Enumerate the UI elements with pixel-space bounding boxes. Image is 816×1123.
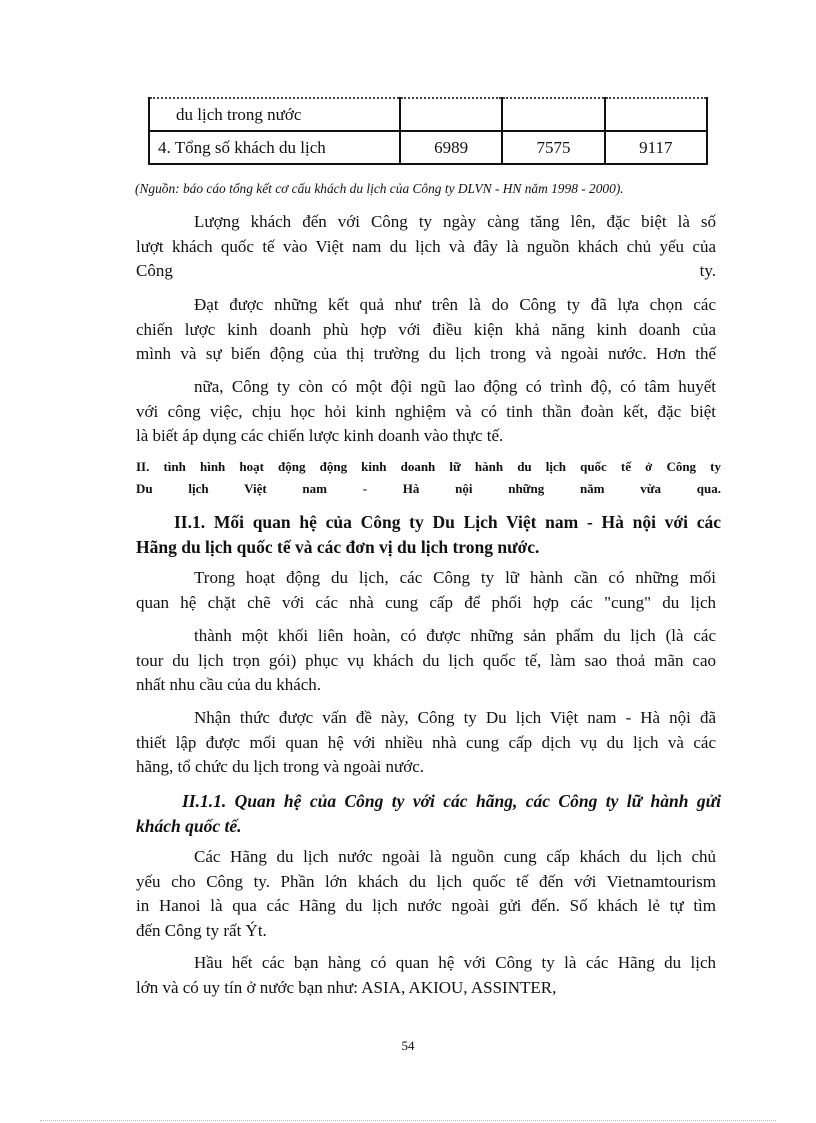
text-line: nhất nhu cầu của du khách. (136, 675, 322, 694)
table-cell (605, 98, 707, 131)
heading-2-1 (136, 510, 721, 560)
text-line: Trong hoạt động du lịch, các Công ty lữ hành cần có những mối (194, 568, 716, 587)
text-line: Đạt được những kết quả như trên là do Công ty đã lựa chọn các (194, 295, 716, 314)
paragraph (136, 566, 716, 615)
text-line: nữa, Công ty còn có một đội ngũ lao động có trình độ, có tâm huyết (194, 377, 716, 396)
text-line: lớn và có uy tín ở nước bạn như: ASIA, AKIOU, ASSINTER, (136, 977, 557, 997)
table-cell (400, 98, 502, 131)
text-line: yếu cho Công ty. Phần lớn khách du lịch quốc tế đến với Vietnamtourism (136, 871, 716, 891)
source-note: (Nguồn: báo cáo tổng kết cơ cấu khách du lịch của Công ty DLVN - HN năm 1998 - 2000). (135, 181, 624, 196)
text-line: tour du lịch trọn gói) phục vụ khách du lịch quốc tế, làm sao thoả mãn cao (136, 650, 716, 670)
text-line: Các Hãng du lịch nước ngoài là nguồn cung cấp khách du lịch chủ (194, 847, 716, 866)
text-line: Du lịch Việt nam - Hà nội những năm vừa qua. (136, 481, 721, 496)
paragraph (136, 293, 716, 367)
text-line: quan hệ chặt chẽ với các nhà cung cấp để phối hợp các "cung" du lịch (136, 592, 716, 612)
paragraph (136, 845, 716, 943)
text-line: II.1. Mối quan hệ của Công ty Du Lịch Việt nam - Hà nội với các (174, 512, 721, 532)
text-line: với công việc, chịu học hỏi kinh nghiệm và có tinh thần đoàn kết, đặc biệt (136, 401, 716, 421)
text-line: ty. (699, 261, 716, 280)
page-number: 54 (401, 1038, 415, 1053)
paragraph (136, 375, 716, 449)
table-row (149, 98, 707, 131)
table-cell: 9117 (605, 131, 707, 164)
text-line: thành một khối liên hoàn, có được những sản phẩm du lịch (là các (194, 626, 716, 645)
text-line: Hầu hết các bạn hàng có quan hệ với Công ty là các Hãng du lịch (194, 953, 716, 972)
table-cell (502, 98, 604, 131)
text-line: khách quốc tế. (136, 816, 242, 836)
text-line: mình và sự biến động của thị trường du lịch trong và ngoài nước. Hơn thế (136, 344, 716, 363)
paragraph (136, 624, 716, 698)
text-line: lượt khách quốc tế vào Việt nam du lịch và đây là nguồn khách chủ yếu của (136, 236, 716, 256)
text-line: Công (136, 261, 173, 280)
text-line: II.1.1. Quan hệ của Công ty với các hãng, các Công ty lữ hành gửi (182, 791, 721, 811)
text-line: hãng, tổ chức du lịch trong và ngoài nước. (136, 757, 425, 776)
heading-2-1-1 (136, 789, 721, 839)
page-bottom-border (40, 1120, 776, 1121)
paragraph (136, 706, 716, 780)
text-line: II. tình hình hoạt động động kinh doanh lữ hành du lịch quốc tế ở Công ty (136, 459, 721, 474)
text-line: in Hanoi là qua các Hãng du lịch nước ngoài gửi đến. Số khách lẻ tự tìm (136, 896, 716, 915)
text-line: Hãng du lịch quốc tế và các đơn vị du lịch trong nước. (136, 537, 540, 557)
paragraph (136, 210, 716, 284)
text-line: đến Công ty rất Ýt. (136, 920, 267, 940)
text-line: Lượng khách đến với Công ty ngày càng tăng lên, đặc biệt là số (194, 212, 716, 231)
tourist-statistics-table (148, 97, 708, 165)
text-line: là biết áp dụng các chiến lược kinh doanh vào thực tế. (136, 426, 504, 445)
section-heading (136, 456, 721, 500)
text-line: chiến lược kinh doanh phù hợp với điều kiện khả năng kinh doanh của (136, 319, 716, 339)
table-cell-label: du lịch trong nước (149, 98, 400, 131)
table-row (149, 131, 707, 164)
paragraph (136, 951, 716, 1000)
text-line: Nhận thức được vấn đề này, Công ty Du lịch Việt nam - Hà nội đã (194, 708, 716, 727)
table-cell-label: 4. Tổng số khách du lịch (149, 131, 400, 164)
text-line: thiết lập được mối quan hệ với nhiều nhà cung cấp dịch vụ du lịch và các (136, 732, 716, 752)
table-cell: 6989 (400, 131, 502, 164)
table-cell: 7575 (502, 131, 604, 164)
